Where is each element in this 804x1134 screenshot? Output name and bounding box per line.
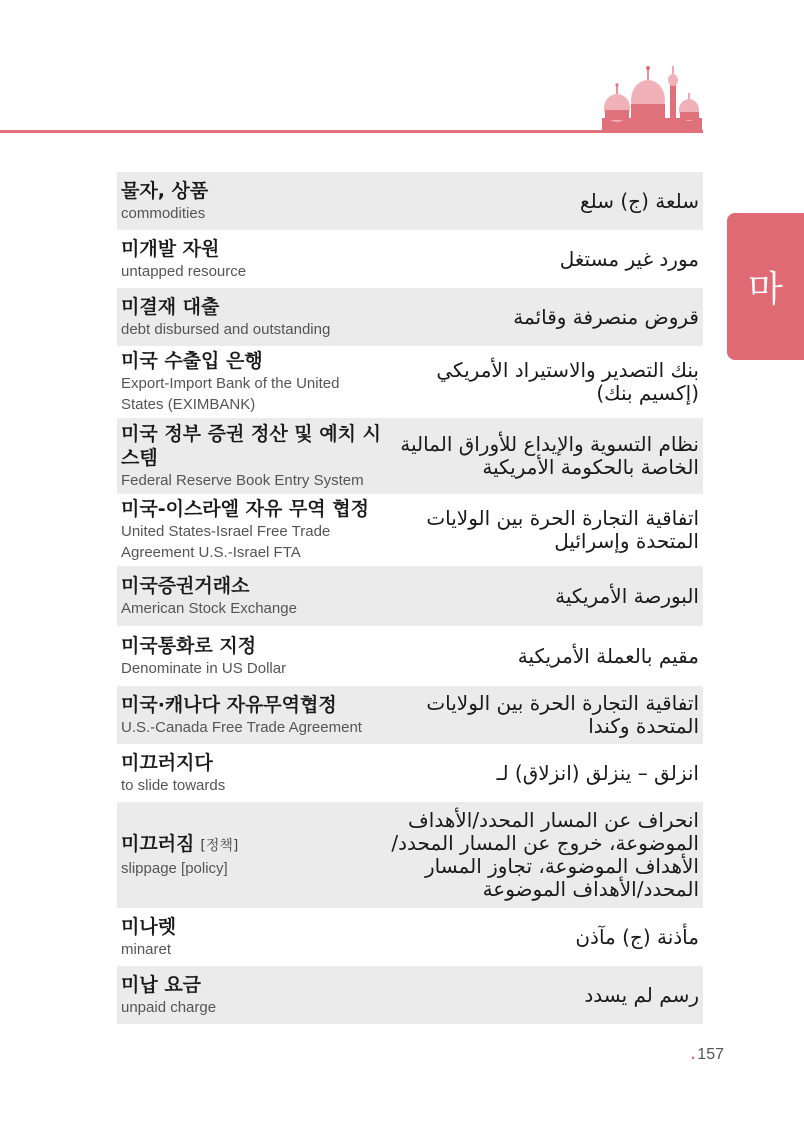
korean-term: 미국증권거래소 xyxy=(121,574,250,597)
list-item xyxy=(117,744,703,802)
chapter-tab[interactable] xyxy=(727,213,804,360)
english-term: United States-Israel Free Trade Agreement U.S.-Israel FTA xyxy=(121,523,331,561)
korean-term-tag: [정책] xyxy=(200,837,239,854)
korean-term: 물자, 상품 xyxy=(121,179,209,202)
arabic-term: رسم لم يسدد xyxy=(584,982,699,1007)
arabic-term: نظام التسوية والإيداع للأوراق المالية الخاصة بالحكومة الأمريكية xyxy=(400,432,699,479)
english-term: to slide towards xyxy=(121,776,226,794)
list-item xyxy=(117,908,703,966)
arabic-term: اتفاقية التجارة الحرة بين الولايات المتحدة وإسرائيل xyxy=(426,506,699,553)
list-item xyxy=(117,230,703,288)
english-term: Export-Import Bank of the United States (EXIMBANK) xyxy=(121,375,340,413)
list-item xyxy=(117,494,703,566)
english-term: unpaid charge xyxy=(121,998,217,1016)
glossary-list xyxy=(117,172,703,1024)
english-term: Federal Reserve Book Entry System xyxy=(121,471,364,489)
page-number xyxy=(691,1046,724,1064)
korean-term: 미결재 대출 xyxy=(121,295,220,318)
arabic-term: اتفاقية التجارة الحرة بين الولايات المتحدة وكندا xyxy=(426,691,699,738)
korean-term: 미국-이스라엘 자유 무역 협정 xyxy=(121,498,369,520)
korean-term: 미개발 자원 xyxy=(121,237,220,260)
english-term: commodities xyxy=(121,204,206,222)
korean-term: 미납 요금 xyxy=(121,973,202,996)
english-term: American Stock Exchange xyxy=(121,599,297,617)
arabic-term: انزلق – ينزلق (انزلاق) لـ xyxy=(496,760,699,785)
arabic-term: بنك التصدير والاستيراد الأمريكي (إكسيم بنك) xyxy=(436,358,699,405)
korean-term: 미끄러짐 xyxy=(121,832,195,855)
list-item xyxy=(117,172,703,230)
page-number-dot: . xyxy=(690,1046,696,1063)
korean-term: 미국 수출입 은행 xyxy=(121,350,263,372)
arabic-term: مقيم بالعملة الأمريكية xyxy=(517,643,699,668)
list-item xyxy=(117,288,703,346)
english-term: untapped resource xyxy=(121,262,247,280)
english-term: minaret xyxy=(121,940,172,958)
arabic-term: انحراف عن المسار المحدد/الأهداف الموضوعة، خروج عن المسار المحدد/الأهداف الموضوعة، تجاوز المسار المحدد/الأهداف الموضوعة xyxy=(391,808,699,901)
korean-term: 미끄러지다 xyxy=(121,751,213,774)
korean-term: 미국·캐나다 자유무역협정 xyxy=(121,693,337,716)
korean-term: 미나렛 xyxy=(121,915,177,938)
list-item xyxy=(117,686,703,744)
arabic-term: سلعة (ج) سلع xyxy=(579,188,699,213)
korean-term: 미국 정부 증권 정산 및 예치 시스템 xyxy=(121,422,381,469)
korean-term: 미국통화로 지정 xyxy=(121,634,257,657)
list-item xyxy=(117,802,703,908)
arabic-term: البورصة الأمريكية xyxy=(555,583,699,608)
list-item xyxy=(117,966,703,1024)
arabic-term: مأذنة (ج) مآذن xyxy=(575,924,699,949)
list-item xyxy=(117,418,703,494)
chapter-tab-letter: 마 xyxy=(748,269,783,310)
page-number-value: 157 xyxy=(697,1046,724,1063)
header-rule xyxy=(0,130,703,133)
english-term: debt disbursed and outstanding xyxy=(121,320,331,338)
arabic-term: مورد غير مستغل xyxy=(559,246,699,271)
english-term: U.S.-Canada Free Trade Agreement xyxy=(121,718,362,736)
list-item xyxy=(117,626,703,686)
mosque-icon xyxy=(600,60,704,132)
english-term: slippage [policy] xyxy=(121,859,228,877)
english-term: Denominate in US Dollar xyxy=(121,659,287,677)
list-item xyxy=(117,566,703,626)
list-item xyxy=(117,346,703,418)
arabic-term: قروض منصرفة وقائمة xyxy=(513,304,699,329)
